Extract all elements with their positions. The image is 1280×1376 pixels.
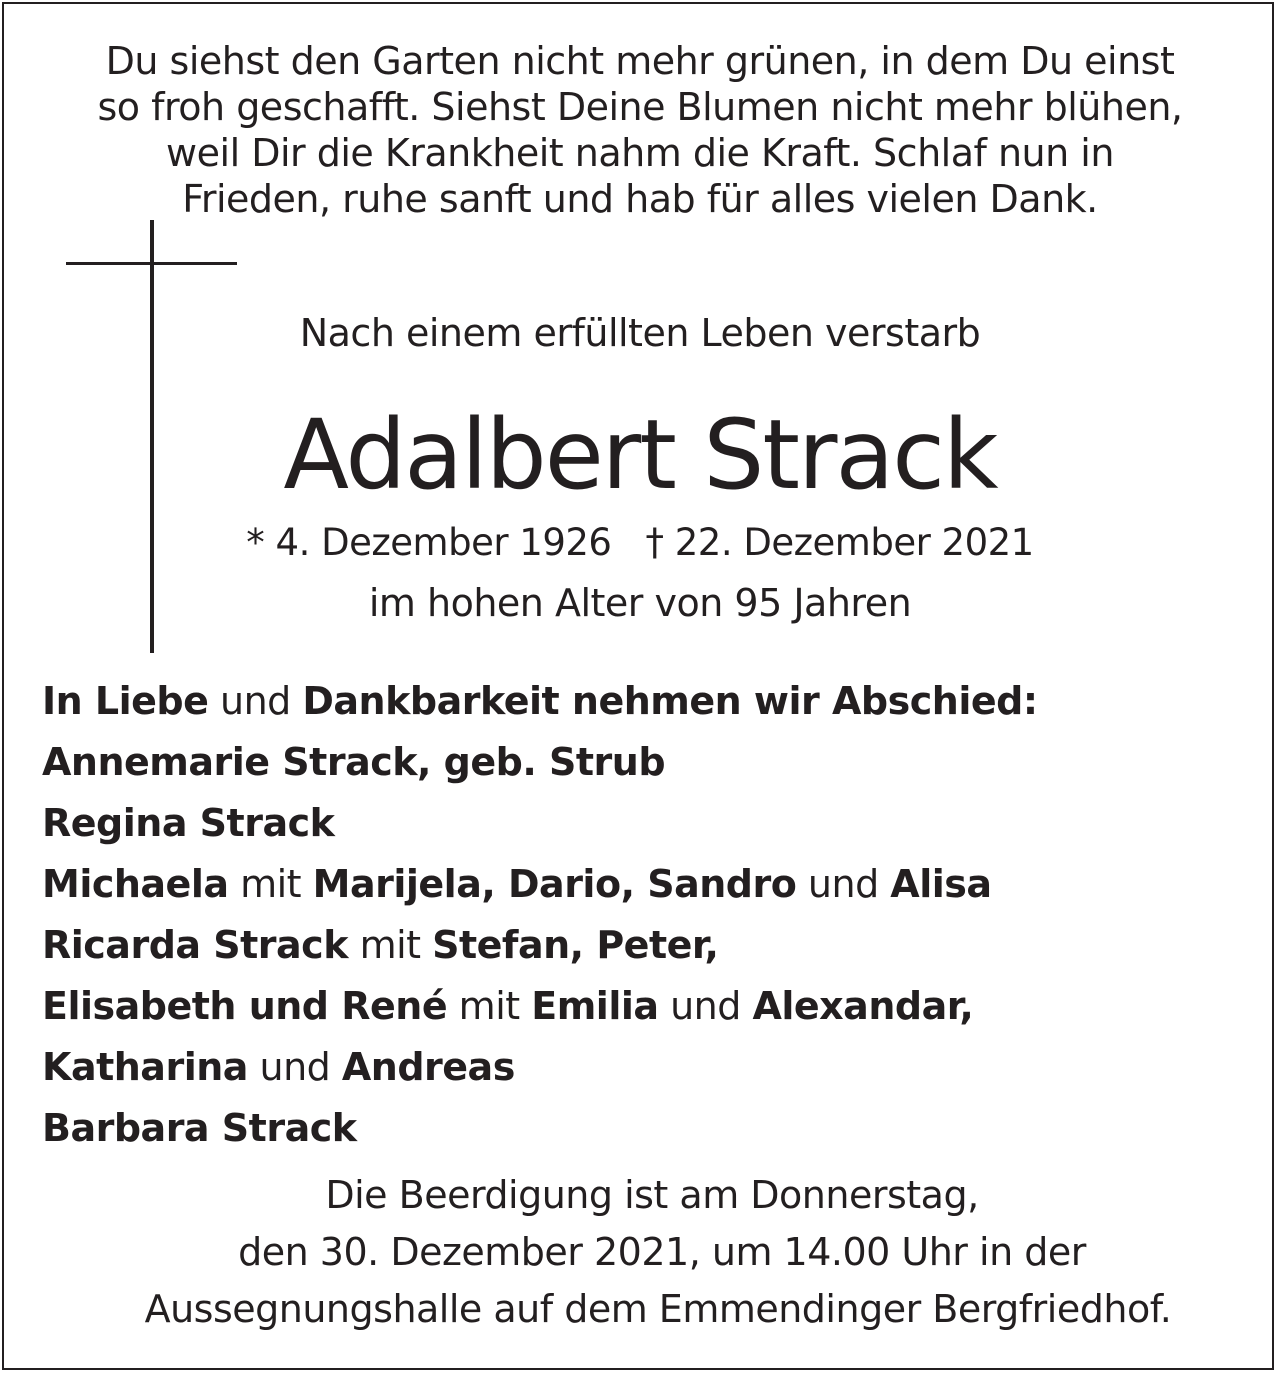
family-list (42, 671, 1242, 1159)
poem-line: weil Dir die Krankheit nahm die Kraft. Schlaf nun in (166, 131, 1114, 175)
funeral-line: Die Beerdigung ist am Donnerstag, (325, 1173, 979, 1217)
family-member-line (42, 1037, 1242, 1098)
connector-text: mit (347, 923, 433, 967)
name-text: Annemarie Strack, geb. Strub (42, 740, 666, 784)
age-text: im hohen Alter von 95 Jahren (368, 581, 912, 625)
family-member-line (42, 854, 1242, 915)
intro-text: Nach einem erfüllten Leben verstarb (299, 311, 981, 355)
name-text: Katharina (42, 1045, 248, 1089)
poem-line: Frieden, ruhe sanft und hab für alles vielen Dank. (182, 177, 1098, 221)
memorial-poem (0, 38, 1280, 222)
connector-text: und (247, 1045, 342, 1089)
name-text: Michaela (42, 862, 229, 906)
poem-line: so froh geschafft. Siehst Deine Blumen nicht mehr blühen, (97, 85, 1183, 129)
name-text: In Liebe (42, 679, 209, 723)
name-text: Marijela, Dario, Sandro (312, 862, 797, 906)
funeral-notice (0, 1167, 1280, 1338)
connector-text: mit (447, 984, 532, 1028)
cross-icon-beam (66, 262, 237, 265)
funeral-line: Aussegnungshalle auf dem Emmendinger Bergfriedhof. (144, 1287, 1172, 1331)
connector-text: mit (228, 862, 313, 906)
name-text: Barbara Strack (42, 1106, 357, 1150)
birth-date: * 4. Dezember 1926 (246, 521, 612, 564)
name-text: Alisa (890, 862, 992, 906)
name-text: Dankbarkeit nehmen wir Abschied: (302, 679, 1038, 723)
farewell-heading (42, 671, 1242, 732)
family-member-line (42, 1098, 1242, 1159)
family-member-line (42, 793, 1242, 854)
poem-line: Du siehst den Garten nicht mehr grünen, in dem Du einst (105, 39, 1175, 83)
funeral-line: den 30. Dezember 2021, um 14.00 Uhr in der (238, 1230, 1086, 1274)
connector-text: und (658, 984, 753, 1028)
name-text: Ricarda Strack (42, 923, 348, 967)
deceased-name: Adalbert Strack (283, 399, 997, 511)
family-member-line (42, 732, 1242, 793)
name-text: Regina Strack (42, 801, 335, 845)
name-text: Emilia (531, 984, 659, 1028)
name-text: Stefan, Peter, (432, 923, 719, 967)
life-dates (0, 520, 1280, 566)
connector-text: und (796, 862, 891, 906)
name-text: Andreas (341, 1045, 515, 1089)
family-member-line (42, 976, 1242, 1037)
name-text: Alexandar, (752, 984, 974, 1028)
death-date: † 22. Dezember 2021 (645, 521, 1034, 564)
family-member-line (42, 915, 1242, 976)
connector-text: und (208, 679, 303, 723)
name-text: Elisabeth und René (42, 984, 448, 1028)
